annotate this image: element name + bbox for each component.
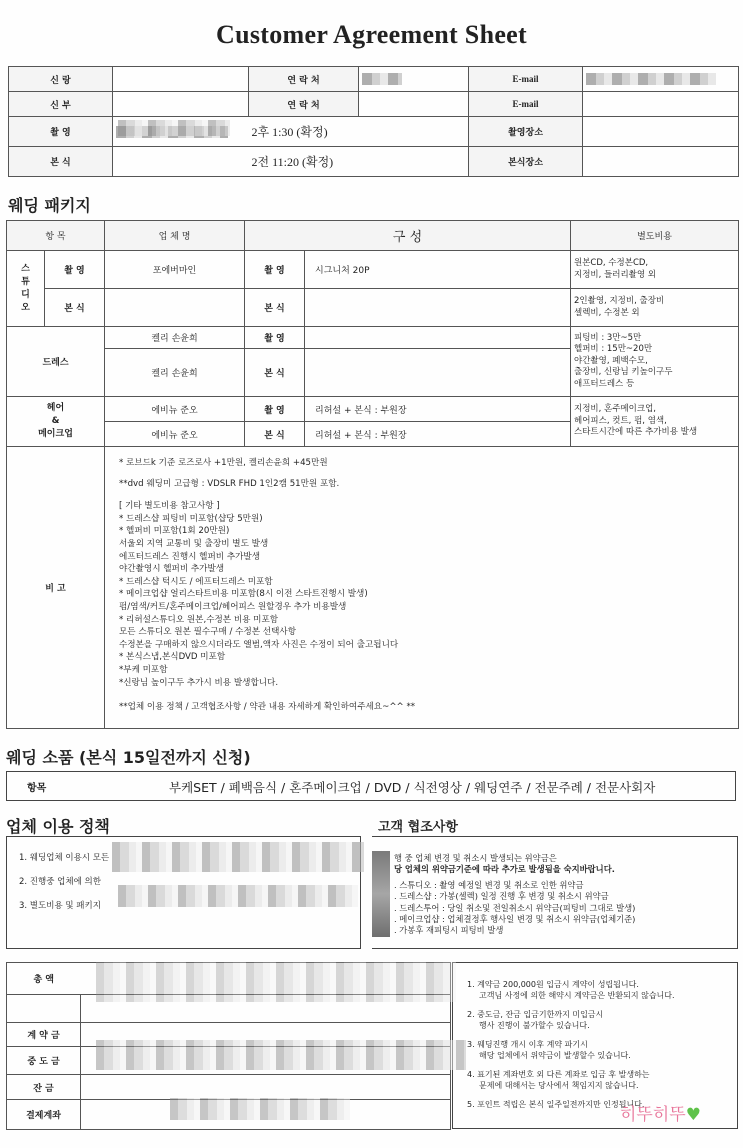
policy-item-2: 2. 진행중 업체에 의한 xyxy=(19,877,101,887)
note-line: * 드레스샵 피팅비 미포함(샵당 5만원) xyxy=(119,513,263,524)
studio-ceremony-vendor xyxy=(105,289,245,327)
contract-label: 계 약 금 xyxy=(7,1023,81,1047)
note-line: 수정본을 구매하지 않으시더라도 앨범,액자 사진은 수정이 되어 출고됩니다 xyxy=(119,639,399,650)
studio-shoot-label: 촬 영 xyxy=(45,251,105,289)
studio-comp-ceremony-value xyxy=(305,289,571,327)
redaction-blur xyxy=(96,962,456,1002)
bride-label: 신 부 xyxy=(9,92,113,117)
redaction-blur xyxy=(118,885,358,907)
studio-comp-shoot-value: 시그니처 20P xyxy=(305,251,571,289)
hair-vendor-1: 에비뉴 준오 xyxy=(105,397,245,422)
cooperation-box xyxy=(372,836,738,949)
groom-email xyxy=(583,67,739,92)
hair-comp-2-label: 본 식 xyxy=(245,422,305,447)
note-line: *신랑님 높이구두 추가시 비용 발생합니다. xyxy=(119,677,279,688)
supplies-items: 부케SET / 폐백음식 / 혼주메이크업 / DVD / 식전영상 / 웨딩연주 / 전문주례 / 전문사회자 xyxy=(169,780,656,795)
supplies-heading: 웨딩 소품 (본식 15일전까지 신청) xyxy=(6,748,251,767)
note-line: * 드레스샵 턱시도 / 에프터드레스 미포함 xyxy=(119,576,273,587)
shoot-time: 2후 1:30 (확정) xyxy=(249,117,469,147)
redaction-blur xyxy=(112,842,364,872)
bride-email xyxy=(583,92,739,117)
hair-makeup-label: 헤어 & 메이크업 xyxy=(7,397,105,447)
note-line: **업체 이용 정책 / 고객협조사항 / 약관 내용 자세하게 확인하여주세요~^^ ** xyxy=(119,702,416,713)
studio-shoot-vendor: 포에버마인 xyxy=(105,251,245,289)
policy-item-3: 3. 별도비용 및 패키지 xyxy=(19,901,101,911)
hair-comp-1-label: 촬 영 xyxy=(245,397,305,422)
redaction-strip xyxy=(372,851,390,937)
studio-label: 스 튜 디 오 xyxy=(7,251,45,327)
policy-item-1: 1. 웨딩업체 이용시 모든 xyxy=(19,853,110,863)
cooperation-lines: 행 중 업체 변경 및 취소시 발생되는 위약금은 당 업체의 위약금기준에 따라 추가로 발생됨을 숙지바랍니다. . 스튜디오 : 촬영 예정일 변경 및 취소로 인한 위약금 . 드레스샵 : 가봉(셀렉) 일정 진행 후 변경 및 취소시 위약금 . 드레스투어 : 당일 취소및 전일취소시 위약금(피팅비 그대로 발생) . 메이크업샵 : 업체결정후 행사일 변경 및 취소시 위약금(업체기준) . 가봉후 재피팅시 피팅비 발생 xyxy=(394,853,636,936)
note-line: 펌/염색/커트/혼주메이크업/헤어피스 원할경우 추가 비용발생 xyxy=(119,601,347,612)
note-line: * 헬퍼비 미포함(1회 20만원) xyxy=(119,526,230,537)
heart-icon: ♥ xyxy=(685,1105,701,1125)
note-line: *부케 미포함 xyxy=(119,664,168,675)
ceremony-time: 2전 11:20 (확정) xyxy=(249,147,469,177)
notes-content xyxy=(105,447,739,729)
header-item: 항 목 xyxy=(7,221,105,251)
hair-extra: 지정비, 혼주메이크업, 헤어피스, 컷트, 펌, 염색, 스타트시간에 따른 추가비용 발생 xyxy=(571,397,739,447)
supplies-label: 항목 xyxy=(27,783,47,794)
studio-ceremony-label: 본 식 xyxy=(45,289,105,327)
studio-extra-ceremony: 2인촬영, 지정비, 출장비 셀렉비, 수정본 외 xyxy=(571,289,739,327)
dress-comp-1-value xyxy=(305,327,571,349)
hair-comp-2-value: 리허설 + 본식 : 부원장 xyxy=(305,422,571,447)
ceremony-label: 본 식 xyxy=(9,147,113,177)
policy-heading: 업체 이용 정책 xyxy=(6,817,110,836)
terms-list: 1. 계약금 200,000원 입금시 계약이 성립됩니다. 고객님 사정에 의한 해약시 계약금은 반환되지 않습니다. 2. 중도금, 잔금 입금기한까지 미입금시 행사 진행이 불가할수 있습니다. 3. 웨딩진행 개시 이후 계약 파기시 해당 업체에서 위약금이 발생할수 있습니다. 4. 표기된 계좌번호 외 다른 계좌로 입금 후 발생하는 문제에 대해서는 당사에서 책임지지 않습니다. 5. 포인트 적립은 본식 일주일전까지만 인정됩니다. xyxy=(467,980,675,1109)
watermark-text: 히뚜히뚜♥ xyxy=(620,1105,701,1125)
bride-contact xyxy=(359,92,469,117)
note-line: [ 기타 별도비용 참고사항 ] xyxy=(119,501,220,512)
studio-comp-ceremony-label: 본 식 xyxy=(245,289,305,327)
page-title: Customer Agreement Sheet xyxy=(216,20,527,49)
groom-name xyxy=(113,67,249,92)
email-label-2: E-mail xyxy=(469,92,583,117)
cooperation-heading: 고객 협조사항 xyxy=(378,820,458,835)
dress-vendor-2: 켈리 손윤희 xyxy=(105,349,245,397)
account-label: 결제계좌 xyxy=(7,1100,81,1130)
shoot-place xyxy=(583,117,739,147)
redaction-blur xyxy=(118,120,230,136)
supplies-box xyxy=(6,771,736,801)
bride-name xyxy=(113,92,249,117)
note-line: * 메이크업샵 얼리스타트비용 미포함(8시 이전 스타트진행시 발생) xyxy=(119,589,368,600)
groom-label: 신 랑 xyxy=(9,67,113,92)
shoot-place-label: 촬영장소 xyxy=(469,117,583,147)
shoot-label: 촬 영 xyxy=(9,117,113,147)
note-line: * 리허설스튜디오 원본,수정본 비용 미포함 xyxy=(119,614,279,625)
total-label: 총 액 xyxy=(7,963,81,995)
studio-extra-shoot: 원본CD, 수정본CD, 지정비, 들러리촬영 외 xyxy=(571,251,739,289)
package-heading: 웨딩 패키지 xyxy=(8,196,91,215)
notes-label: 비 고 xyxy=(7,447,105,729)
groom-contact xyxy=(359,67,469,92)
contact-label: 연 락 처 xyxy=(249,67,359,92)
dress-label: 드레스 xyxy=(7,327,105,397)
header-composition: 구 성 xyxy=(245,221,571,251)
note-line: 에프터드레스 진행시 헬퍼비 추가발생 xyxy=(119,551,261,562)
note-line: **dvd 웨딩미 고급형 : VDSLR FHD 1인2캠 51만원 포함. xyxy=(119,478,340,489)
package-table xyxy=(6,220,739,729)
dress-comp-1-label: 촬 영 xyxy=(245,327,305,349)
note-line: * 로브드k 기준 로즈로사 +1만원, 켈리손윤희 +45만원 xyxy=(119,458,328,468)
studio-comp-shoot-label: 촬 영 xyxy=(245,251,305,289)
note-line: 야간촬영시 헬퍼비 추가발생 xyxy=(119,564,225,575)
middle-label: 중 도 금 xyxy=(7,1047,81,1075)
dress-comp-2-label: 본 식 xyxy=(245,349,305,397)
ceremony-date xyxy=(113,147,249,177)
balance-value xyxy=(81,1075,451,1100)
hair-comp-1-value: 리허설 + 본식 : 부원장 xyxy=(305,397,571,422)
note-line: 서울외 지역 교통비 및 출장비 별도 발생 xyxy=(119,538,269,549)
dress-vendor-1: 켈리 손윤희 xyxy=(105,327,245,349)
note-line: * 본식스냅,본식DVD 미포함 xyxy=(119,652,226,663)
redaction-blur xyxy=(170,1098,350,1120)
hair-vendor-2: 에비뉴 준오 xyxy=(105,422,245,447)
ceremony-place xyxy=(583,147,739,177)
dress-comp-2-value xyxy=(305,349,571,397)
contact-label-2: 연 락 처 xyxy=(249,92,359,117)
email-label: E-mail xyxy=(469,67,583,92)
dress-extra: 피팅비 : 3만~5만 헬퍼비 : 15만~20만 야간촬영, 폐백수모, 출장비, 신랑님 키높이구두 애프터드레스 등 xyxy=(571,327,739,397)
ceremony-place-label: 본식장소 xyxy=(469,147,583,177)
header-extra: 별도비용 xyxy=(571,221,739,251)
header-vendor: 업 체 명 xyxy=(105,221,245,251)
redaction-blur xyxy=(96,1040,466,1070)
note-line: 모든 스튜디오 원본 필수구매 / 수정본 선택사항 xyxy=(119,627,297,638)
balance-label: 잔 금 xyxy=(7,1075,81,1100)
